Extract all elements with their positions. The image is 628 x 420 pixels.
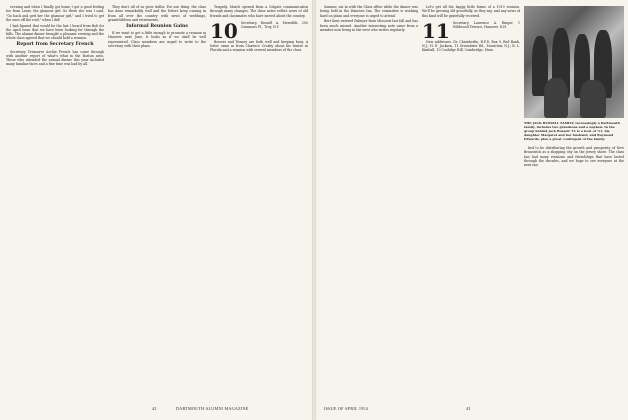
- paragraph: I had figured that would be the last I heard from Bob for the April issue that we have been looking for through the hills. The alumni dinner brought a pleasant evening and the whole class agreed that we should hold a reunion.: [6, 23, 104, 41]
- class-secretary-byline: Secretary, Laurence A. Ringer, 1 Wildwood Terrace, Hanover, N.H.: [452, 20, 520, 30]
- left-column-3: [210, 5, 308, 401]
- class-entry: [210, 18, 308, 43]
- left-column-2: [108, 5, 206, 401]
- right-column-1: [320, 5, 418, 401]
- issue-footer: ISSUE OF APRIL 1954: [324, 406, 369, 411]
- right-page-number: 43: [466, 406, 471, 411]
- paragraph: Let's get all the happy little forms of a 1910 reunion. We'll be growing old gracefully, as they say, and any news of this kind will be gratefully received.: [422, 5, 520, 18]
- right-column-2: [422, 5, 520, 401]
- left-page-number: 42: [152, 406, 157, 411]
- paragraph: evening and when I finally got home I got a good feeling too from Lenie, the glamour girl. So there she was I said, "Go back and gett her the glamour girl," and I tried to get the ones off the roof," when I did!: [6, 5, 104, 22]
- paragraph: Bert Kent entered Palmyer from Missouri last fall and has been much missed. Another interesting note came from a member now living in the west who writes regularly.: [320, 19, 418, 32]
- paragraph: Bowers and Tenney are both well and keeping busy. A letter came in from Clarence Crosby about his winter in Florida and a reunion with several members of the class.: [210, 39, 308, 53]
- paragraph: Secretary Treasurer Archie French has come through with another report of what's what in the Boston area. Those who attended the annual dinner this year included many familiar faces and a fine time was had by all.: [6, 49, 104, 67]
- section-heading: Informal Reunion Gains: [126, 23, 188, 29]
- paragraph: Tragedy. March opened from a Colgate communication through many changes. The class notes reflect news of old friends and classmates who have moved about the country.: [210, 5, 308, 18]
- class-secretary-byline: Secretary, Russell A. Meredith, 200 Commons Pl., Troy, N.Y.: [240, 20, 308, 30]
- left-column-1: [6, 5, 104, 401]
- family-photo: [524, 6, 624, 118]
- paragraph: New addresses. Dr. Chamberlin, R.F.D. Box 9, Red Bank, N.J.; H. E. Jackson, 11 Greenbrier Rd., Montclair, N.J.; R. L. Kimball, 10 Coolidge Hill, Cambridge, Mass.: [422, 39, 520, 53]
- magazine-footer: DARTMOUTH ALUMNI MAGAZINE: [176, 406, 249, 411]
- class-year-number: 10: [210, 18, 238, 43]
- left-page: [0, 0, 312, 420]
- class-year-number: 11: [422, 18, 450, 43]
- right-column-3: [524, 146, 624, 401]
- photo-caption: THE JACK RUSSELL FAMILY, increasingly a Dartmouth family, includes two grandsons and a nephew. In the group behind Jack Russell '11 is a host of '11, his daughter Margaret and her husband, and Raymond Edwards, plus a great contingent of the family.: [524, 121, 620, 141]
- class-entry: [422, 18, 520, 43]
- paragraph: They don't all of us grow duller. For one thing, the class has done remarkably well and the letters keep coming in from all over the country with news of weddings, grandchildren and retirements.: [108, 5, 206, 22]
- paragraph: If we want to get a little enough to promote a reunion in Hanover next June, it looks as if we shall be well represented. Class members are urged to write to the secretary with their plans.: [108, 30, 206, 48]
- section-heading: Report from Secretary French: [16, 42, 94, 48]
- paragraph: ked to be distributing the growth and prosperity of New Brunswick as a shopping city on the Jersey shore. The class has had many reunions and friendships that have lasted through the decades, and we hope to see everyone at the next one.: [524, 146, 624, 168]
- paragraph: Sumner, sat in with the Class office while the dinner was being held in the Hanover Inn. The committee is working hard on plans and everyone is urged to attend.: [320, 5, 418, 18]
- right-page: [316, 0, 628, 420]
